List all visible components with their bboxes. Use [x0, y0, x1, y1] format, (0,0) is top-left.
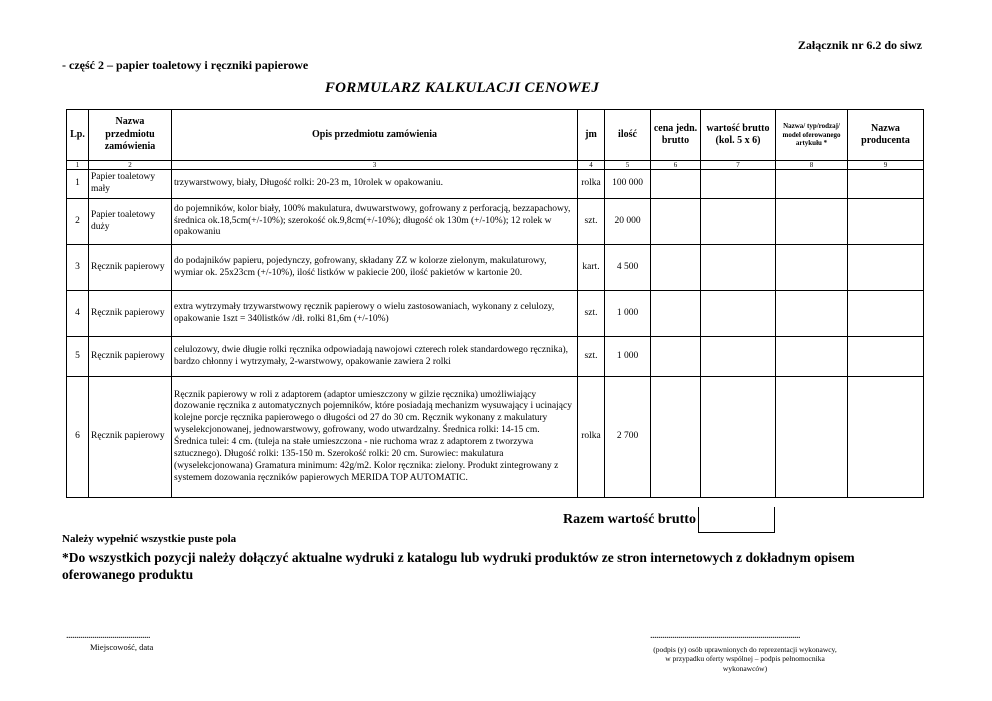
table-row [67, 377, 924, 498]
row-quantity: 4 500 [605, 245, 651, 291]
model-cell[interactable] [776, 170, 848, 199]
row-lp: 2 [67, 199, 89, 245]
row-name: Papier toaletowy duży [89, 199, 172, 245]
annex-label: Załącznik nr 6.2 do siwz [797, 38, 922, 52]
row-description: Ręcznik papierowy w roli z adaptorem (adaptor umieszczony w gilzie ręcznika) umożliwiający dozowanie ręcznika z automatycznych pojemników, które posiadają mechanizm wysuwający i ucinający kolejne porcje ręcznika papierowego o długości od 27 do 30 cm. Ręcznik wykonany z makulatury wyselekcjonowanej, jednowarstwowy, gofrowany, wodo utwardzalny. Średnica rolki: 14-15 cm. Średnica tulei: 4 cm. (tuleja na stałe umieszczona - nie ruchoma wraz z adaptorem z tworzywa sztucznego). Długość rolki: 135-150 m. Szerokość rolki: 20 cm. Surowiec: makulatura (wyselekcjonowana) Gramatura minimum: 42g/m2. Kolor ręcznika: zielony. Produkt zintegrowany z systemem dozowania ręczników papierowych MERIDA TOP AUTOMATIC. [172, 377, 578, 498]
model-cell[interactable] [776, 337, 848, 377]
unit-price-cell[interactable] [651, 291, 701, 337]
total-gross-label: Razem wartość brutto [563, 512, 696, 527]
row-description: celulozowy, dwie długie rolki ręcznika odpowiadają nawojowi czterech rolek standardowego ręcznika), bardzo chłonny i wytrzymały, 2-warstwowy, opakowanie zawiera 2 rolki [172, 337, 578, 377]
model-cell[interactable] [776, 377, 848, 498]
row-name: Ręcznik papierowy [89, 245, 172, 291]
row-unit: szt. [578, 199, 605, 245]
col-header-unit: jm [578, 110, 605, 161]
col-header-unit-price: cena jedn. brutto [651, 110, 701, 161]
row-lp: 5 [67, 337, 89, 377]
col-header-name: Nazwa przedmiotu zamówienia [89, 110, 172, 161]
producer-cell[interactable] [848, 170, 924, 199]
row-lp: 1 [67, 170, 89, 199]
value-cell[interactable] [701, 337, 776, 377]
column-number-row [67, 161, 924, 170]
col-number: 4 [578, 161, 605, 170]
row-name: Ręcznik papierowy [89, 337, 172, 377]
model-cell[interactable] [776, 199, 848, 245]
col-header-desc: Opis przedmiotu zamówienia [172, 110, 578, 161]
row-unit: rolka [578, 377, 605, 498]
row-lp: 4 [67, 291, 89, 337]
row-quantity: 1 000 [605, 291, 651, 337]
row-name: Ręcznik papierowy [89, 291, 172, 337]
col-number: 9 [848, 161, 924, 170]
table-row [67, 170, 924, 199]
unit-price-cell[interactable] [651, 199, 701, 245]
row-unit: kart. [578, 245, 605, 291]
unit-price-cell[interactable] [651, 170, 701, 199]
row-description: do podajników papieru, pojedynczy, gofrowany, składany ZZ w kolorze zielonym, makulaturowy, wymiar ok. 25x23cm (+/-10%), ilość listków w pakiecie 200, ilość pakietów w kartonie 20. [172, 245, 578, 291]
unit-price-cell[interactable] [651, 245, 701, 291]
producer-cell[interactable] [848, 377, 924, 498]
row-description: extra wytrzymały trzywarstwowy ręcznik papierowy o wielu zastosowaniach, wykonany z celulozy, opakowanie 1szt = 340listków /dł. rolki 81,6m (+/-10%) [172, 291, 578, 337]
row-quantity: 100 000 [605, 170, 651, 199]
row-unit: szt. [578, 337, 605, 377]
col-number: 7 [701, 161, 776, 170]
col-number: 1 [67, 161, 89, 170]
row-unit: szt. [578, 291, 605, 337]
value-cell[interactable] [701, 245, 776, 291]
row-unit: rolka [578, 170, 605, 199]
value-cell[interactable] [701, 377, 776, 498]
value-cell[interactable] [701, 291, 776, 337]
col-number: 2 [89, 161, 172, 170]
place-date-line: .......................................... [66, 630, 150, 641]
row-description: do pojemników, kolor biały, 100% makulatura, dwuwarstwowy, gofrowany z perforacją, bezzapachowy, średnica ok.18,5cm(+/-10%); szerokość ok.9,8cm(+/-10%); długość ok 130m (+/-10%); 12 rolek w opakowaniu [172, 199, 578, 245]
col-number: 6 [651, 161, 701, 170]
part-label: - część 2 – papier toaletowy i ręczniki papierowe [62, 58, 309, 72]
table-row [67, 291, 924, 337]
row-quantity: 2 700 [605, 377, 651, 498]
signature-line: ........................................................................... [650, 630, 800, 641]
col-number: 5 [605, 161, 651, 170]
total-gross-field[interactable] [698, 507, 775, 533]
form-title: FORMULARZ KALKULACJI CENOWEJ [324, 80, 600, 96]
value-cell[interactable] [701, 170, 776, 199]
producer-cell[interactable] [848, 245, 924, 291]
table-row [67, 245, 924, 291]
row-quantity: 20 000 [605, 199, 651, 245]
col-number: 3 [172, 161, 578, 170]
producer-cell[interactable] [848, 199, 924, 245]
signature-caption: (podpis (y) osób uprawnionych do reprezentacji wykonawcy, w przypadku oferty wspólnej – podpis pełnomocnika wykonawców) [653, 645, 837, 673]
producer-cell[interactable] [848, 291, 924, 337]
row-description: trzywarstwowy, biały, Długość rolki: 20-23 m, 10rolek w opakowaniu. [172, 170, 578, 199]
row-lp: 3 [67, 245, 89, 291]
model-cell[interactable] [776, 245, 848, 291]
place-date-label: Miejscowość, data [90, 642, 154, 652]
model-cell[interactable] [776, 291, 848, 337]
fill-all-note: Należy wypełnić wszystkie puste pola [62, 533, 237, 545]
row-quantity: 1 000 [605, 337, 651, 377]
producer-cell[interactable] [848, 337, 924, 377]
value-cell[interactable] [701, 199, 776, 245]
unit-price-cell[interactable] [651, 377, 701, 498]
row-name: Ręcznik papierowy [89, 377, 172, 498]
row-lp: 6 [67, 377, 89, 498]
table-row [67, 199, 924, 245]
row-name: Papier toaletowy mały [89, 170, 172, 199]
table-row [67, 337, 924, 377]
col-header-qty: ilość [605, 110, 651, 161]
unit-price-cell[interactable] [651, 337, 701, 377]
col-number: 8 [776, 161, 848, 170]
pricing-table [66, 109, 924, 498]
table-header-row [67, 110, 924, 161]
col-header-model: Nazwa/ typ/rodzaj/ model oferowanego artykułu * [776, 110, 848, 161]
col-header-value: wartość brutto (kol. 5 x 6) [701, 110, 776, 161]
attachment-note: *Do wszystkich pozycji należy dołączyć aktualne wydruki z katalogu lub wydruki produktów ze stron internetowych z dokładnym opisem oferowanego produktu [62, 550, 855, 582]
col-header-lp: Lp. [67, 110, 89, 161]
col-header-producer: Nazwa producenta [848, 110, 924, 161]
